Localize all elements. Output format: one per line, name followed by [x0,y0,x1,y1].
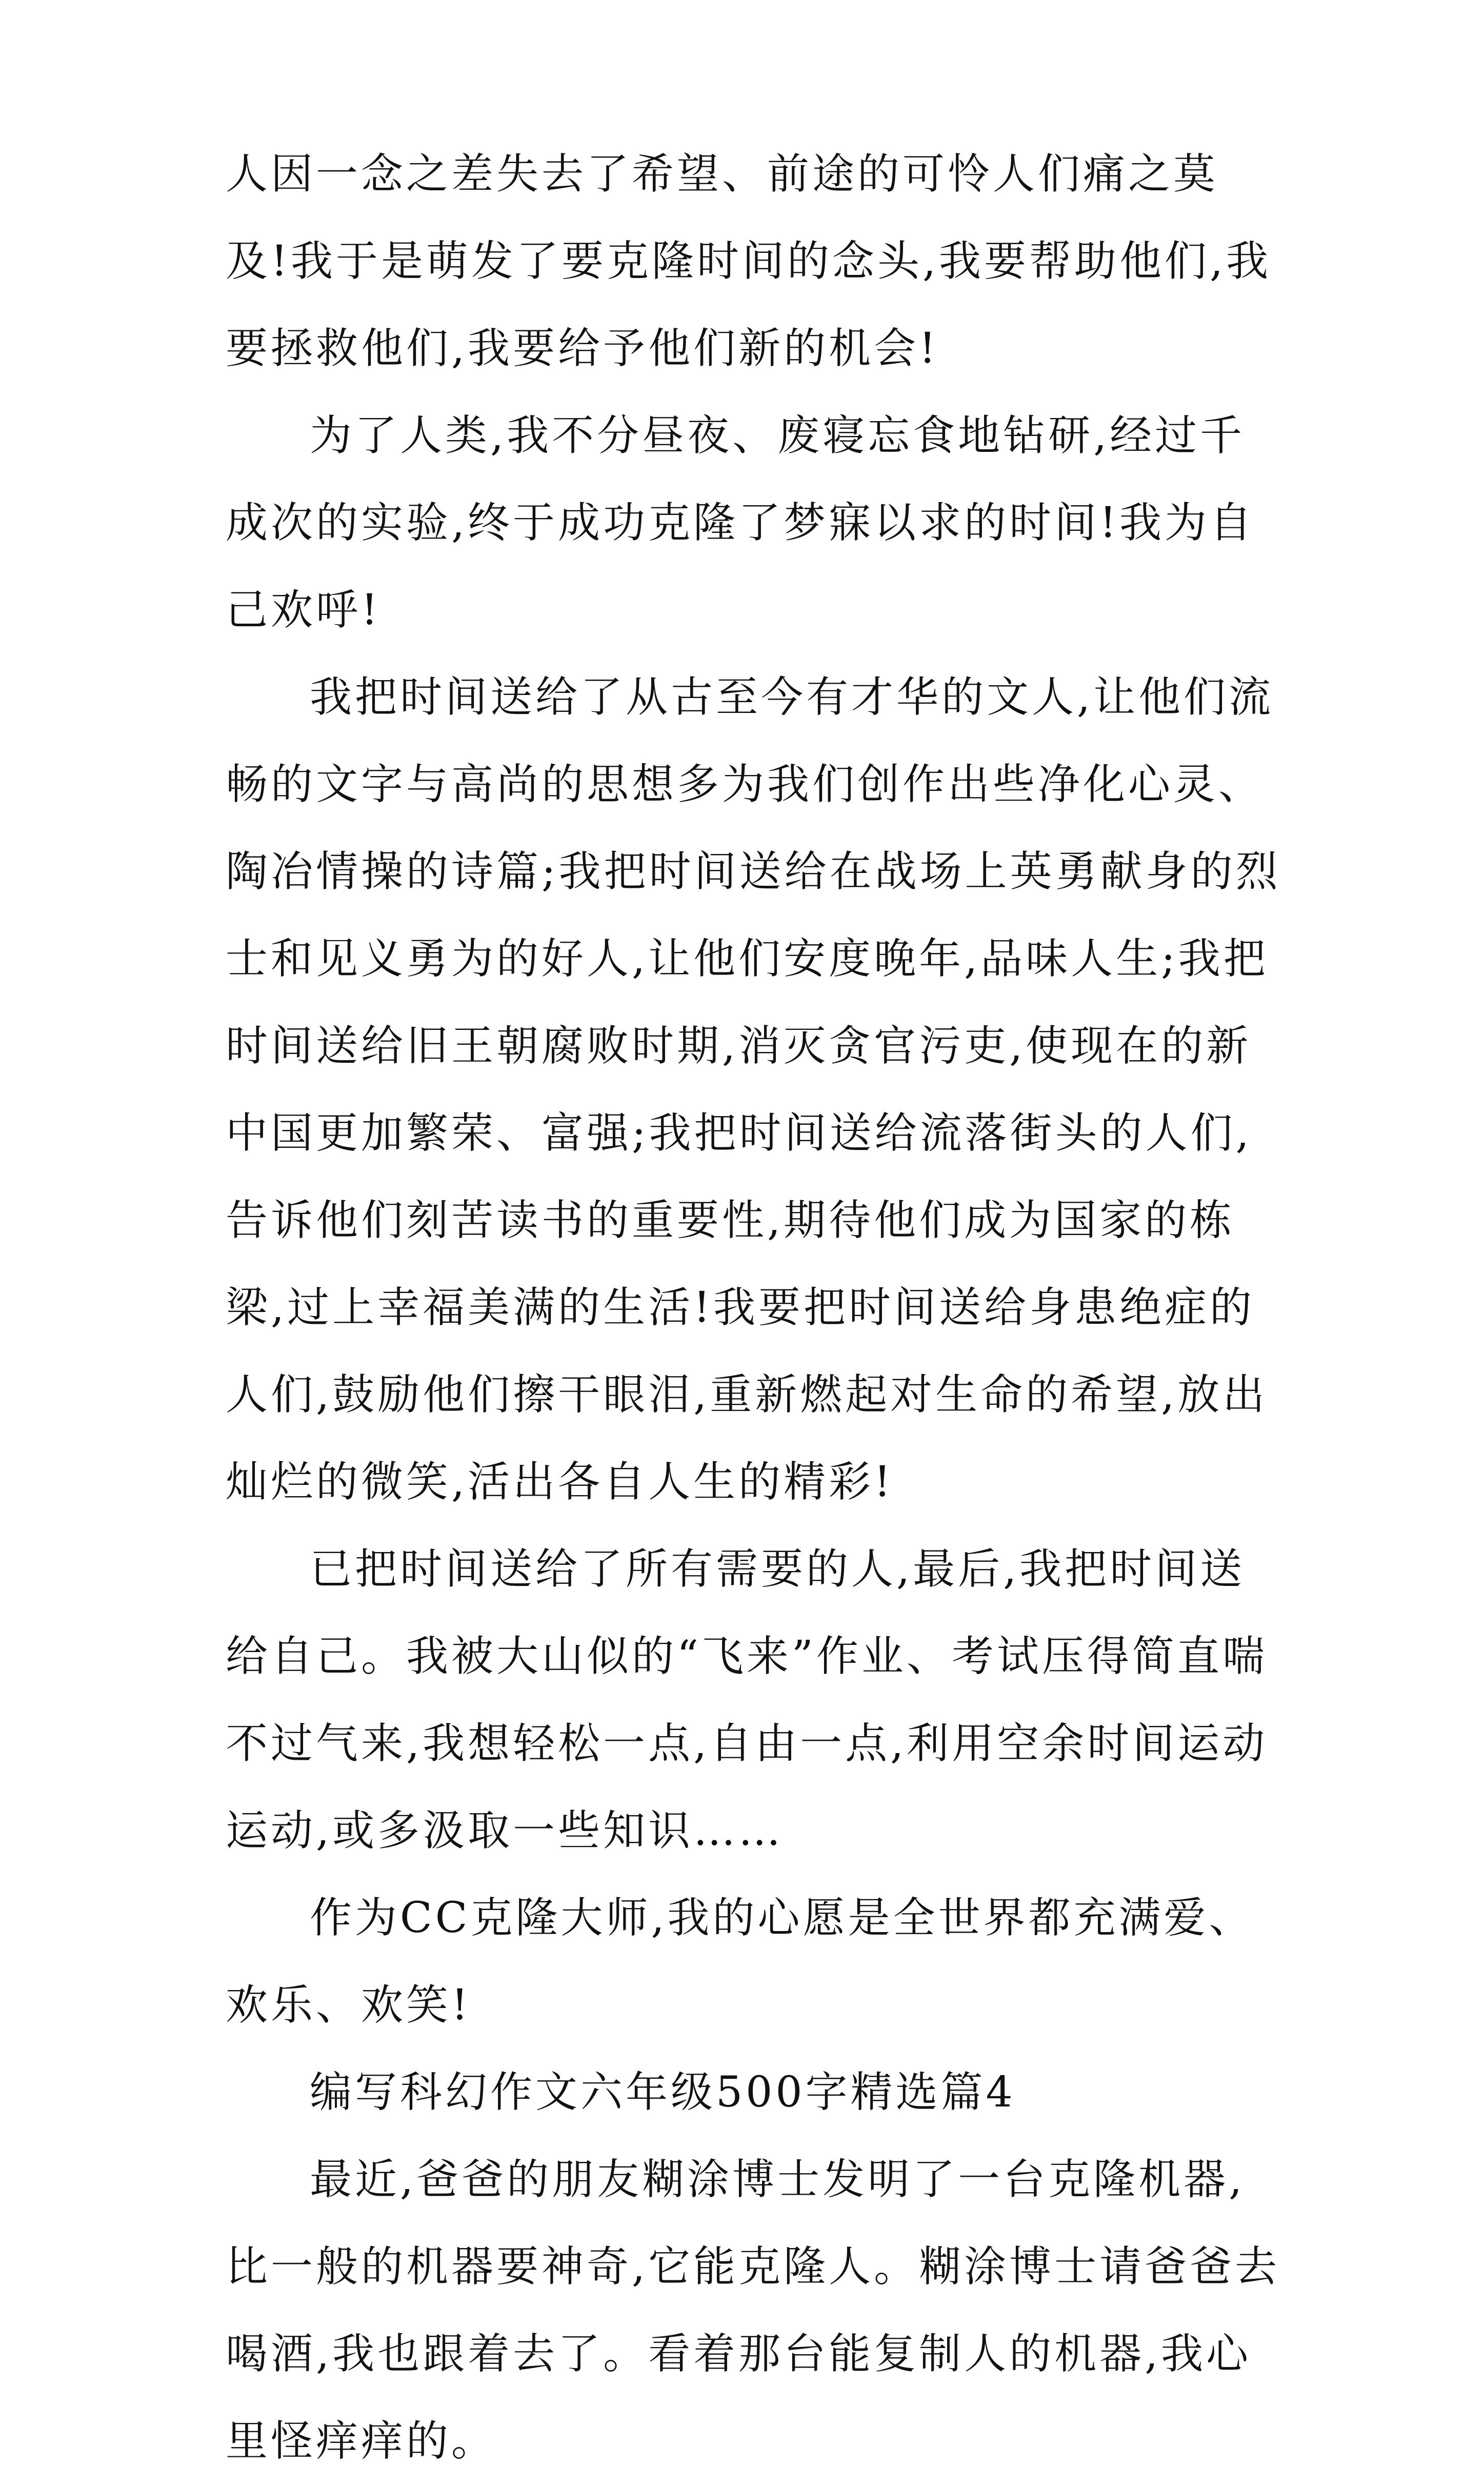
paragraph-5: 作为CC克隆大师,我的心愿是全世界都充满爱、欢乐、欢笑! [226,1894,1254,2030]
paragraph-6: 最近,爸爸的朋友糊涂博士发明了一台克隆机器,比一般的机器要神奇,它能克隆人。糊涂博士请爸爸去喝酒,我也跟着去了。看着那台能复制人的机器,我心里怪痒痒的。 [226,2155,1280,2466]
document-body [226,131,1282,2485]
section-heading: 编写科幻作文六年级500字精选篇4 [310,2068,1016,2117]
paragraph-3: 我把时间送给了从古至今有才华的文人,让他们流畅的文字与高尚的思想多为我们创作出些净化心灵、陶冶情操的诗篇;我把时间送给在战场上英勇献身的烈士和见义勇为的好人,让他们安度晚年,品味人生;我把时间送给旧王朝腐败时期,消灭贪官污吏,使现在的新中国更加繁荣、富强;我把时间送给流落街头的人们,告诉他们刻苦读书的重要性,期待他们成为国家的栋梁,过上幸福美满的生活!我要把时间送给身患绝症的人们,鼓励他们擦干眼泪,重新燃起对生命的希望,放出灿烂的微笑,活出各自人生的精彩! [226,673,1281,1506]
paragraph-4: 已把时间送给了所有需要的人,最后,我把时间送给自己。我被大山似的“飞来”作业、考试压得简直喘不过气来,我想轻松一点,自由一点,利用空余时间运动运动,或多汲取一些知识…… [226,1545,1268,1855]
paragraph-1: 人因一念之差失去了希望、前途的可怜人们痛之莫及!我于是萌发了要克隆时间的念头,我要帮助他们,我要拯救他们,我要给予他们新的机会! [226,150,1272,373]
paragraph-2: 为了人类,我不分昼夜、废寝忘食地钻研,经过千成次的实验,终于成功克隆了梦寐以求的时间!我为自己欢呼! [226,411,1255,634]
